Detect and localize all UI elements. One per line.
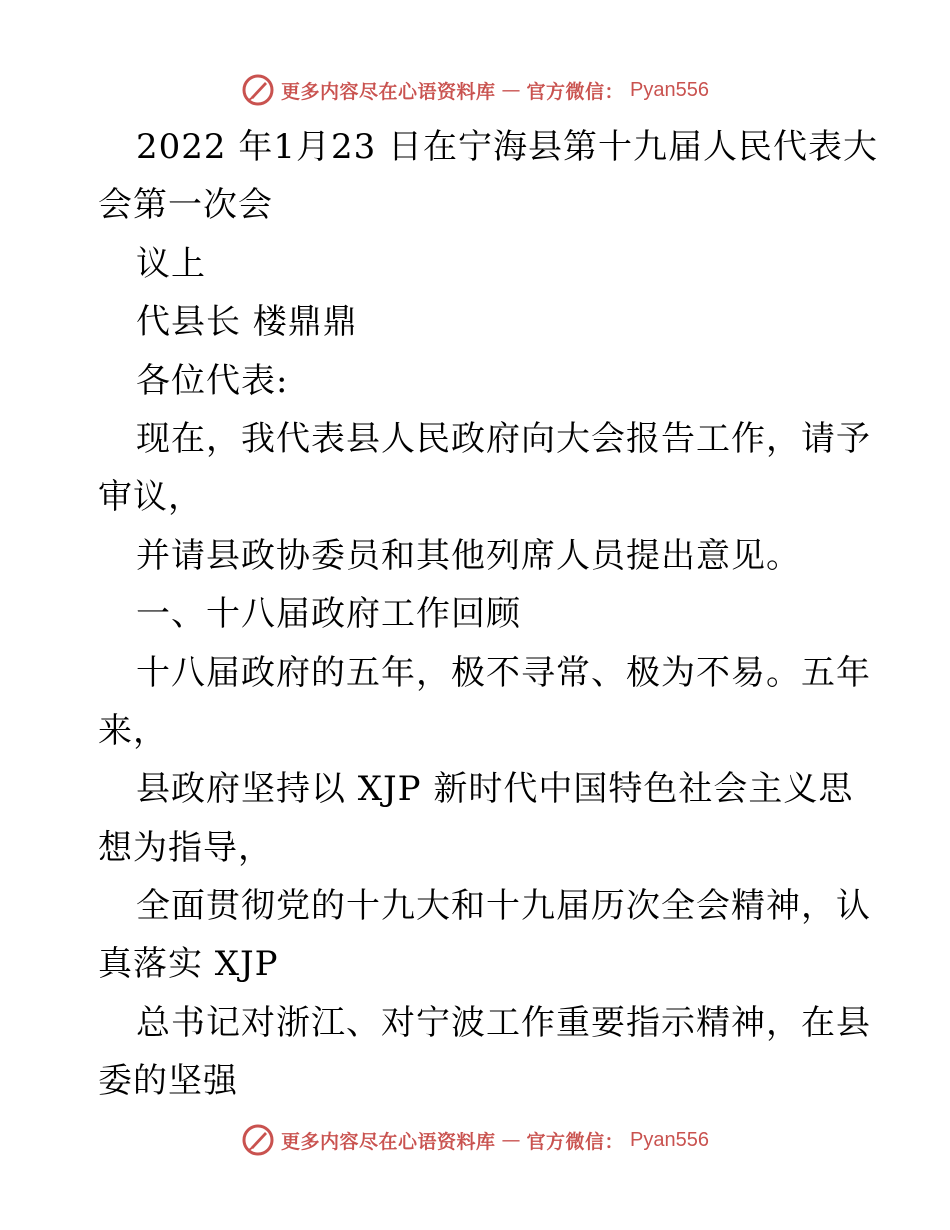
watermark-handle: Pyan556 [630,1128,709,1151]
watermark-text: 更多内容尽在心语资料库 [281,1130,496,1153]
watermark-footer [0,1120,950,1160]
text-line: 委的坚强 [98,1061,238,1102]
text-line: 审议， [98,477,203,518]
text-line: 来， [98,710,168,751]
watermark-separator: — [501,79,521,101]
watermark-label: 官方微信： [526,80,625,103]
quill-logo-icon [241,1123,275,1157]
watermark-handle: Pyan556 [630,78,709,101]
text-line: 并请县政协委员和其他列席人员提出意见。 [136,535,801,576]
text-line: 十八届政府的五年，极不寻常、极为不易。五年 [136,652,871,693]
watermark-text: 更多内容尽在心语资料库 [281,80,496,103]
text-line: 代县长 楼鼎鼎 [136,302,358,343]
text-line: 议上 [136,243,206,284]
text-line: 一、十八届政府工作回顾 [136,594,521,635]
quill-logo-icon [241,73,275,107]
text-line: 现在，我代表县人民政府向大会报告工作，请予 [136,418,871,459]
watermark-header [0,70,950,110]
text-line: 各位代表: [136,360,289,401]
text-line: 想为指导， [98,827,273,868]
watermark-separator: — [501,1129,521,1151]
text-line: 2022 年1月23 日在宁海县第十九届人民代表大 [136,127,879,167]
text-line: 会第一次会 [98,185,273,226]
text-line: 县政府坚持以 XJP 新时代中国特色社会主义思 [136,769,854,810]
text-line: 全面贯彻党的十九大和十九届历次全会精神，认 [136,886,871,927]
text-line: 真落实 XJP [98,944,279,985]
watermark-label: 官方微信： [526,1130,625,1153]
text-line: 总书记对浙江、对宁波工作重要指示精神，在县 [136,1002,871,1043]
document-body [98,118,879,1111]
